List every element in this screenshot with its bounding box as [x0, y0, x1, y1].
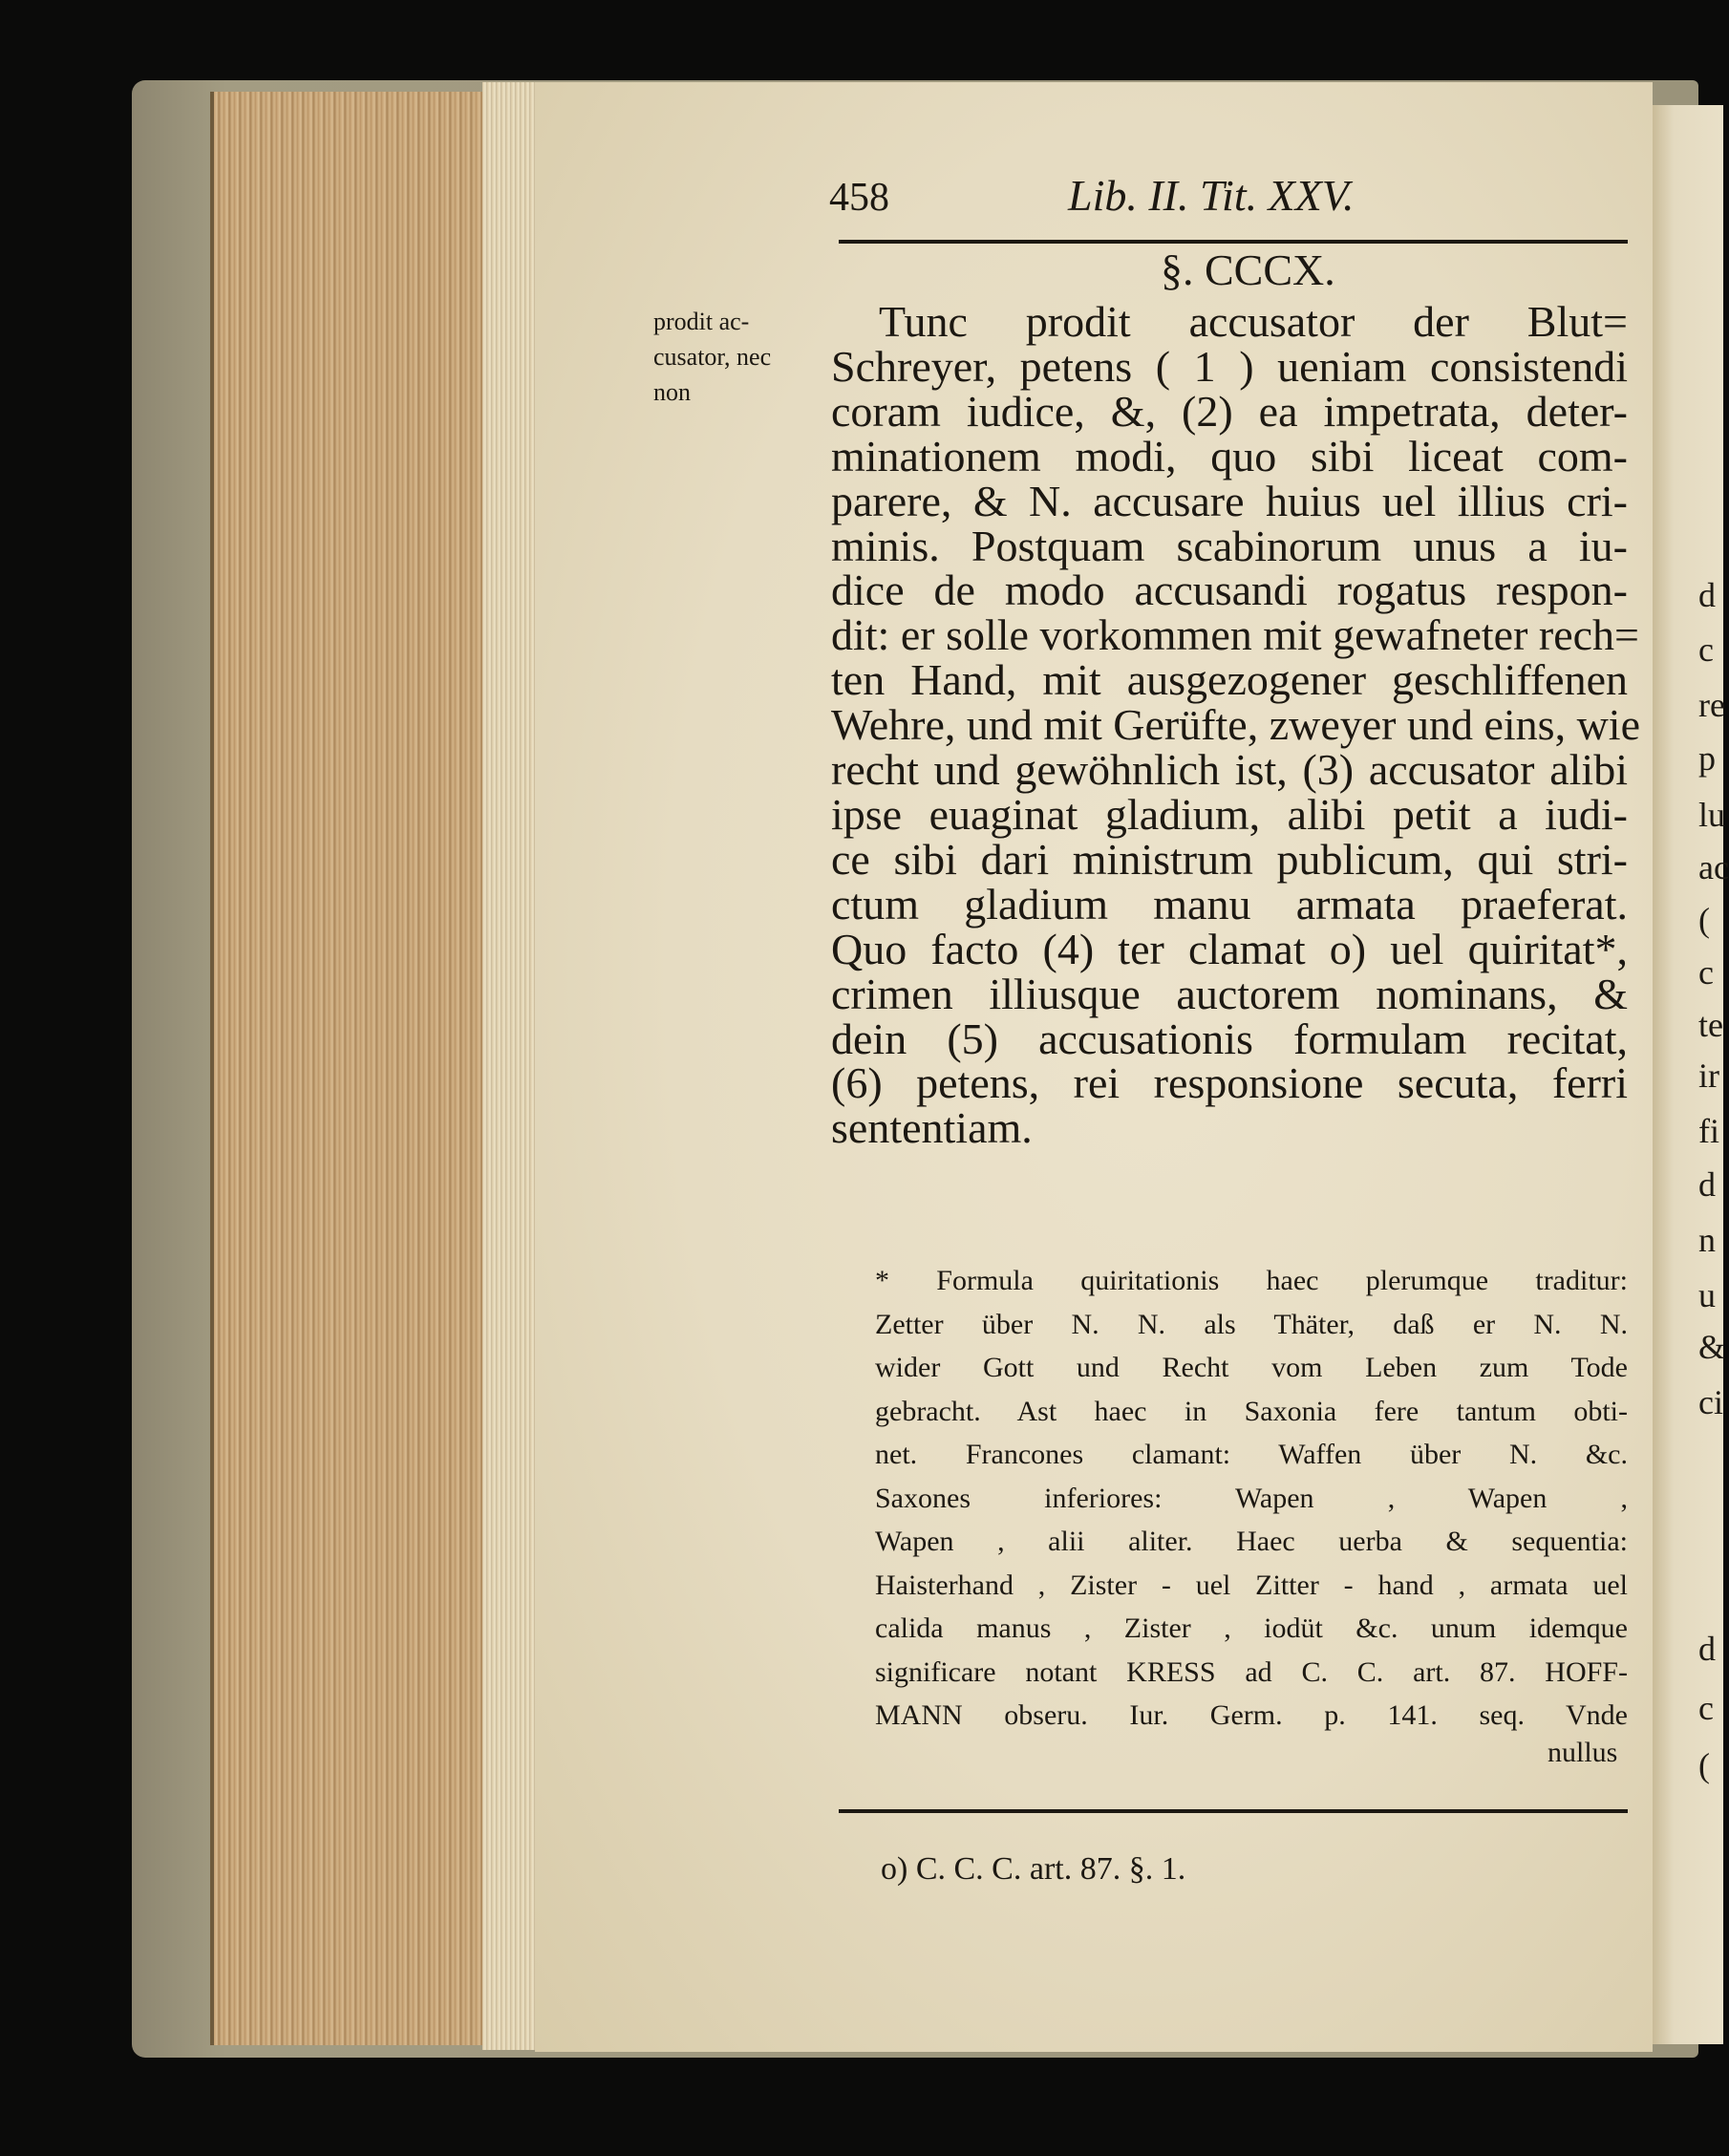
note-line: Saxones inferiores: Wapen , Wapen , — [875, 1482, 1628, 1514]
text-line: dein (5) accusationis formulam recitat, — [831, 1014, 1628, 1063]
page-number: 458 — [829, 176, 889, 220]
text-line: coram iudice, &, (2) ea impetrata, deter- — [831, 386, 1628, 436]
text-line: dice de modo accusandi rogatus respon- — [831, 566, 1628, 615]
facing-page-letter: n — [1698, 1221, 1716, 1259]
facing-page-letter: c — [1698, 630, 1714, 669]
text-line: Wehre, und mit Gerüfte, zweyer und eins, wie — [831, 700, 1641, 750]
margin-note-line: prodit ac- — [653, 308, 750, 335]
facing-page-letter: u — [1698, 1276, 1716, 1314]
note-line: Zetter über N. N. als Thäter, daß er N. N. — [875, 1308, 1628, 1340]
facing-page-letter: d — [1698, 1165, 1716, 1204]
facing-page-letter: ( — [1698, 901, 1710, 939]
facing-page-letter: re — [1698, 686, 1725, 724]
note-line: gebracht. Ast haec in Saxonia fere tantum obti- — [875, 1395, 1628, 1427]
section-heading: §. CCCX. — [1161, 245, 1335, 294]
facing-page-letter: ( — [1698, 1746, 1710, 1784]
facing-page-letter: ac — [1698, 848, 1729, 886]
note-line: significare notant KRESS ad C. C. art. 87. HOFF- — [875, 1655, 1628, 1688]
note-line: * Formula quiritationis haec plerumque traditur: — [875, 1265, 1628, 1296]
footnote: o) C. C. C. art. 87. §. 1. — [881, 1851, 1186, 1887]
facing-page-letter: ir — [1698, 1057, 1719, 1095]
running-title: Lib. II. Tit. XXV. — [1068, 171, 1355, 220]
text-line: (6) petens, rei responsione secuta, ferri — [831, 1058, 1628, 1108]
text-line: dit: er solle vorkommen mit gewafneter rech= — [831, 610, 1639, 660]
text-line: sententiam. — [831, 1103, 1033, 1153]
text-line: ipse euaginat gladium, alibi petit a iudi- — [831, 789, 1628, 839]
facing-page-letter: c — [1698, 953, 1714, 992]
text-line: ce sibi dari ministrum publicum, qui stri- — [831, 834, 1628, 884]
note-line: calida manus , Zister , iodüt &c. unum idemque — [875, 1612, 1628, 1644]
margin-note-line: cusator, nec — [653, 343, 772, 371]
text-line: Quo facto (4) ter clamat o) uel quiritat*, — [831, 924, 1628, 973]
header-rule — [839, 240, 1628, 244]
facing-page-letter: p — [1698, 739, 1716, 778]
catchword: nullus — [1548, 1737, 1618, 1768]
note-line: Wapen , alii aliter. Haec uerba & sequentia: — [875, 1526, 1628, 1557]
text-line: minationem modi, quo sibi liceat com- — [831, 431, 1628, 480]
note-line: net. Francones clamant: Waffen über N. &c. — [875, 1439, 1628, 1470]
facing-page-fragment — [1653, 105, 1729, 2044]
facing-page-letter: te — [1698, 1006, 1723, 1044]
facing-page-letter: c — [1698, 1689, 1714, 1727]
note-line: MANN obseru. Iur. Germ. p. 141. seq. Vnde — [875, 1699, 1628, 1731]
facing-page-letter: d — [1698, 1630, 1716, 1668]
text-line: ctum gladium manu armata praeferat. — [831, 879, 1628, 929]
footnote-rule — [839, 1809, 1628, 1813]
text-line: crimen illiusque auctorem nominans, & — [831, 969, 1628, 1018]
page-stack — [482, 82, 542, 2050]
facing-page-letter: & — [1698, 1328, 1726, 1366]
margin-note — [653, 304, 822, 410]
annotation-note — [875, 1259, 1628, 1738]
facing-page-letter: ci — [1698, 1383, 1723, 1421]
text-line: ten Hand, mit ausgezogener geschliffenen — [831, 655, 1628, 705]
margin-note-line: non — [653, 378, 691, 406]
text-line: recht und gewöhnlich ist, (3) accusator alibi — [831, 745, 1628, 795]
text-line: Schreyer, petens ( 1 ) ueniam consistendi — [831, 341, 1628, 391]
text-line: parere, & N. accusare huius uel illius cri- — [831, 476, 1628, 525]
facing-page-letter: d — [1698, 576, 1716, 614]
text-line: Tunc prodit accusator der Blut= — [879, 297, 1628, 346]
facing-page-letter: fi — [1698, 1112, 1719, 1150]
note-line: Haisterhand , Zister - uel Zitter - hand , armata uel — [875, 1569, 1628, 1601]
facing-page-letter: lu — [1698, 796, 1726, 834]
note-line: wider Gott und Recht vom Leben zum Tode — [875, 1352, 1628, 1383]
main-text — [831, 297, 1641, 1153]
text-line: minis. Postquam scabinorum unus a iu- — [831, 521, 1628, 570]
